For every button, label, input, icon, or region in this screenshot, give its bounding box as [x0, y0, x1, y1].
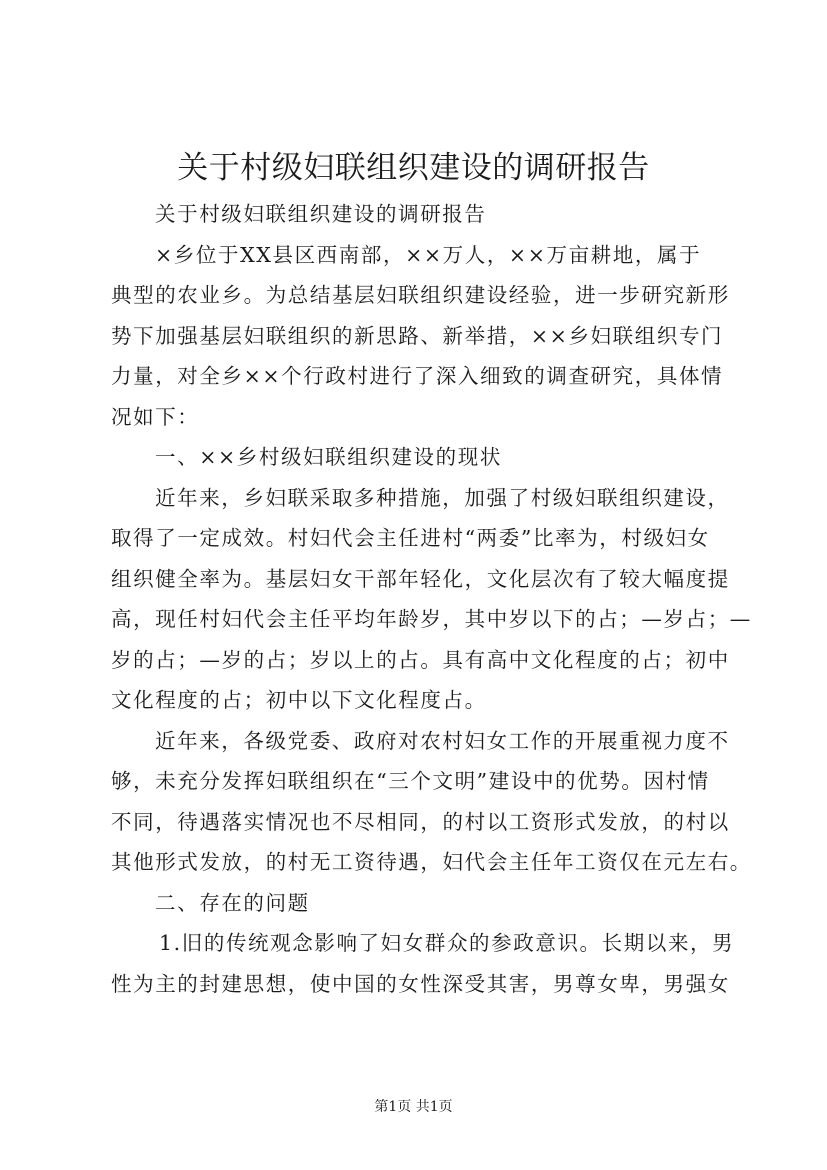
document-body [111, 194, 751, 1004]
document-title: 关于村级妇联组织建设的调研报告 [177, 150, 650, 186]
body-line: 取得了一定成效。村妇代会主任进村“两委”比率为，村级妇女 [111, 526, 710, 550]
section-heading: 二、存在的问题 [155, 890, 310, 915]
body-line: 性为主的封建思想，使中国的女性深受其害，男尊女卑，男强女 [111, 971, 730, 996]
body-line: 况如下： [111, 404, 200, 429]
body-line: 力量，对全乡××个行政村进行了深入细致的调查研究，具体情 [111, 364, 724, 388]
body-line: 近年来，各级党委、政府对农村妇女工作的开展重视力度不 [155, 728, 730, 753]
body-line: 典型的农业乡。为总结基层妇联组织建设经验，进一步研究新形 [111, 283, 730, 307]
body-line: 关于村级妇联组织建设的调研报告 [155, 202, 487, 226]
page-footer: 第1页 共1页 [374, 1099, 453, 1115]
body-line: 不同，待遇落实情况也不尽相同，的村以工资形式发放，的村以 [111, 809, 730, 834]
body-line: 1.旧的传统观念影响了妇女群众的参政意识。长期以来，男 [159, 931, 735, 955]
body-line: 近年来，乡妇联采取多种措施，加强了村级妇联组织建设， [155, 485, 730, 510]
body-line: 够，未充分发挥妇联组织在“三个文明”建设中的优势。因村情 [111, 769, 710, 793]
body-line: 文化程度的占；初中以下文化程度占。 [111, 688, 487, 712]
body-line: 高，现任村妇代会主任平均年龄岁，其中岁以下的占；—岁占；— [111, 607, 752, 631]
body-line: ×乡位于XX县区西南部，××万人，××万亩耕地，属于 [155, 242, 702, 267]
body-line: 势下加强基层妇联组织的新思路、新举措，××乡妇联组织专门 [111, 323, 724, 348]
body-line: 组织健全率为。基层妇女干部年轻化，文化层次有了较大幅度提 [111, 566, 730, 591]
body-line: 其他形式发放，的村无工资待遇，妇代会主任年工资仅在元左右。 [111, 850, 752, 874]
section-heading: 一、××乡村级妇联组织建设的现状 [155, 445, 502, 469]
body-line: 岁的占；—岁的占；岁以上的占。具有高中文化程度的占；初中 [111, 647, 730, 672]
